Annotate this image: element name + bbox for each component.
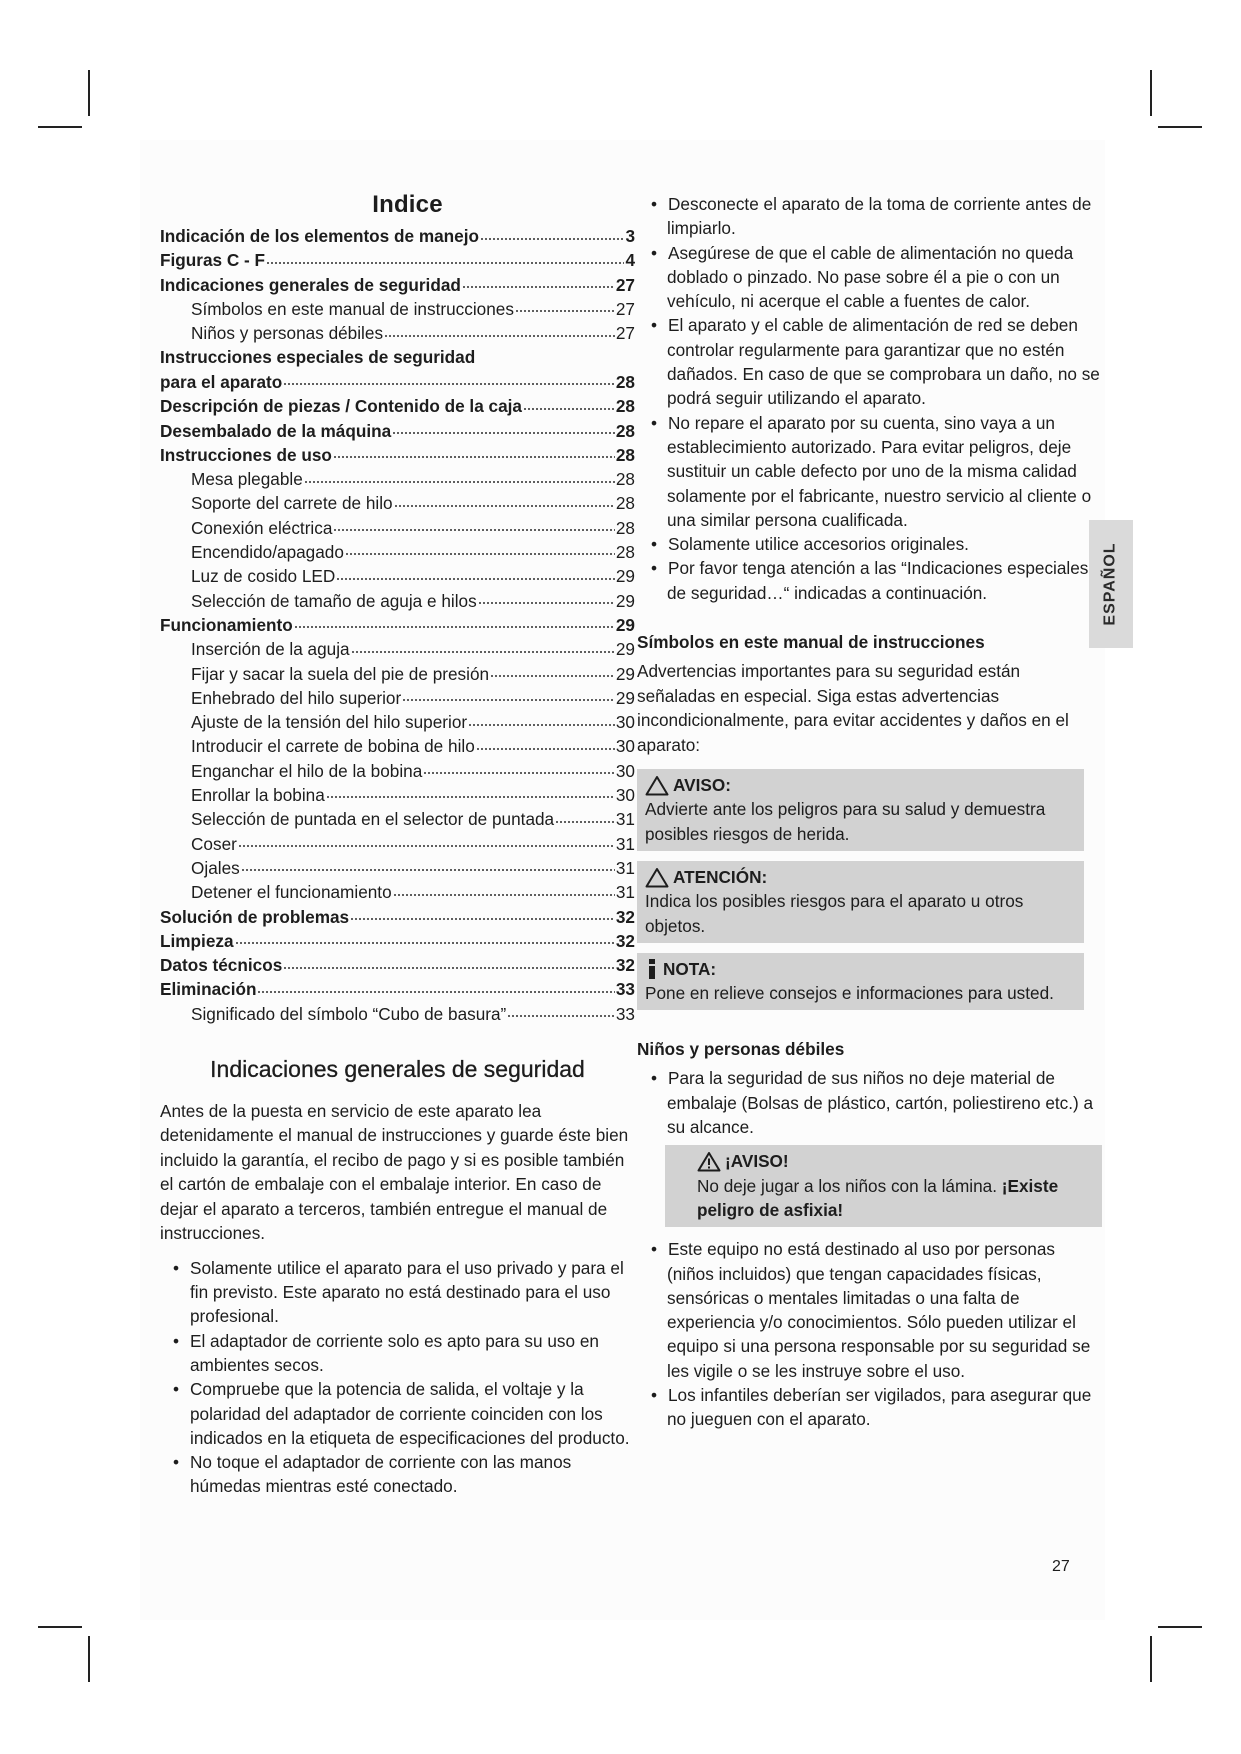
toc-entry (160, 735, 635, 759)
crop-mark-tl-h (38, 126, 82, 128)
toc-entry-page: 29 (615, 639, 635, 660)
toc-entry (160, 346, 635, 370)
toc-entry (160, 881, 635, 905)
general-safety-intro: Antes de la puesta en servicio de este aparato lea detenidamente el manual de instrucciones y guarde éste bien incluido la garantía, el recibo de pago y si es posible también el cartón de embalaje con el embalaje interior. En caso de dejar el aparato a terceros, también entregue el manual de instrucciones. (160, 1100, 629, 1244)
aviso-text: Advierte ante los peligros para su salud y demuestra posibles riesgos de herida. (645, 799, 1046, 844)
toc-entry-page: 33 (615, 979, 635, 1000)
toc-dot-leader (294, 614, 615, 631)
toc-dot-leader (507, 1003, 615, 1020)
toc-entry-label: Limpieza (160, 930, 234, 951)
toc-dot-leader (392, 419, 615, 436)
safety-list-continued (637, 192, 1100, 605)
toc-entry (160, 978, 635, 1002)
toc-dot-leader (304, 468, 615, 485)
children-warning-text: No deje jugar a los niños con la lámina. (697, 1175, 1002, 1196)
toc-entry (160, 419, 635, 443)
list-item: • Solamente utilice accesorios originales. (637, 532, 1100, 556)
toc-entry-page: 29 (615, 614, 635, 635)
toc-entry (160, 711, 635, 735)
list-item: • No repare el aparato por su cuenta, sino vaya a un establecimiento autorizado. Para evitar peligros, deje sustituir un cable defecto por uno de la misma calidad solamente por el fabricante, nuestro servicio al cliente o una similar persona cualificada. (637, 411, 1100, 532)
toc-dot-leader (515, 298, 615, 315)
toc-entry (160, 784, 635, 808)
toc-entry (160, 760, 635, 784)
toc-entry-page: 28 (615, 444, 635, 465)
toc-entry (160, 1003, 635, 1027)
toc-entry-page: 33 (615, 1003, 635, 1024)
toc-entry-page: 30 (615, 760, 635, 781)
toc-entry-page: 32 (615, 955, 635, 976)
toc-entry (160, 468, 635, 492)
toc-entry (160, 930, 635, 954)
index-title: Indice (372, 191, 443, 218)
list-item: • No toque el adaptador de corriente con las manos húmedas mientras esté conectado. (160, 1450, 635, 1499)
toc-entry (160, 322, 635, 346)
crop-mark-tl-v (88, 70, 90, 116)
toc-entry-label: Mesa plegable (191, 469, 303, 490)
toc-entry-page: 28 (615, 371, 635, 392)
nota-title: NOTA: (663, 958, 717, 979)
toc-dot-leader (351, 638, 615, 655)
list-item: • Los infantiles deberían ser vigilados, para asegurar que no jueguen con el aparato. (637, 1383, 1100, 1432)
toc-entry-label: Instrucciones especiales de seguridad (160, 347, 476, 368)
toc-entry-page: 30 (615, 736, 635, 757)
toc-entry-label: Conexión eléctrica (191, 517, 333, 538)
list-item: • El adaptador de corriente solo es apto para su uso en ambientes secos. (160, 1329, 635, 1378)
general-safety-list (160, 1256, 635, 1499)
toc-entry-page: 28 (615, 493, 635, 514)
toc-entry (160, 614, 635, 638)
caution-triangle-icon (645, 867, 669, 888)
toc-entry-page: 31 (615, 809, 635, 830)
nota-text: Pone en relieve consejos e informaciones para usted. (645, 983, 1054, 1004)
toc-dot-leader (336, 565, 615, 582)
toc-entry-label: Introducir el carrete de bobina de hilo (191, 736, 475, 757)
toc-dot-leader (468, 711, 615, 728)
toc-entry-label: Funcionamiento (160, 614, 293, 635)
toc-entry (160, 274, 635, 298)
toc-entry-page: 30 (615, 785, 635, 806)
symbols-intro: Advertencias importantes para su seguridad están señaladas en especial. Siga estas advertencias incondicionalmente, para evitar accidentes y daños en el aparato: (637, 661, 1069, 755)
toc-entry-label: Encendido/apagado (191, 542, 344, 563)
toc-entry (160, 808, 635, 832)
list-item: • Compruebe que la potencia de salida, el voltaje y la polaridad del adaptador de corriente coinciden con los indicados en la etiqueta de especificaciones del producto. (160, 1377, 635, 1450)
list-item: • Solamente utilice el aparato para el uso privado y para el fin previsto. Este aparato no está destinado para el uso profesional. (160, 1256, 635, 1329)
toc-entry-label: Niños y personas débiles (191, 323, 384, 344)
toc-entry (160, 662, 635, 686)
toc-entry-page: 31 (615, 882, 635, 903)
toc-entry-label: Coser (191, 833, 237, 854)
toc-dot-leader (462, 274, 615, 291)
atencion-title: ATENCIÓN: (673, 866, 768, 887)
toc-entry (160, 371, 635, 395)
toc-entry-page: 4 (625, 250, 635, 271)
toc-dot-leader (326, 784, 615, 801)
toc-entry-label: Significado del símbolo “Cubo de basura” (191, 1003, 507, 1024)
toc-entry-label: Detener el funcionamiento (191, 882, 392, 903)
toc-entry-label: Eliminación (160, 979, 257, 1000)
toc-dot-leader (478, 589, 615, 606)
toc-entry (160, 444, 635, 468)
crop-mark-tr-v (1150, 70, 1152, 116)
toc-entry (160, 954, 635, 978)
toc-entry-page: 30 (615, 712, 635, 733)
toc-entry (160, 298, 635, 322)
toc-entry-label: Figuras C - F (160, 250, 266, 271)
list-item: • Para la seguridad de sus niños no deje material de embalaje (Bolsas de plástico, cartón, poliestireno etc.) a su alcance. (637, 1066, 1100, 1139)
toc-dot-leader (266, 249, 624, 266)
toc-dot-leader (238, 832, 615, 849)
toc-entry-label: Soporte del carrete de hilo (191, 493, 393, 514)
toc-entry (160, 395, 635, 419)
warning-triangle-icon (645, 775, 669, 796)
toc-entry-page: 31 (615, 857, 635, 878)
toc-entry (160, 857, 635, 881)
children-list-continued (637, 1237, 1100, 1431)
language-tab-label: ESPAÑOL (1102, 542, 1119, 626)
crop-mark-bl-v (88, 1636, 90, 1682)
toc-entry-label: Descripción de piezas / Contenido de la caja (160, 396, 522, 417)
toc-entry (160, 225, 635, 249)
toc-entry (160, 517, 635, 541)
crop-mark-br-v (1150, 1636, 1152, 1682)
children-warning-title: ¡AVISO! (725, 1151, 789, 1172)
toc-dot-leader (283, 371, 615, 388)
toc-entry-page: 31 (615, 833, 635, 854)
toc-dot-leader (476, 735, 615, 752)
toc-entry-label: Selección de puntada en el selector de puntada (191, 809, 555, 830)
toc-entry-label: para el aparato (160, 371, 283, 392)
children-warning-callout (665, 1145, 1102, 1227)
aviso-title: AVISO: (673, 775, 731, 796)
list-item: • Este equipo no está destinado al uso por personas (niños incluidos) que tengan capacidades físicas, sensóricas o mentales limitadas o una falta de experiencia y/o conocimientos. Sólo pueden utilizar el equipo si una persona responsable por su seguridad se les vigile o se les instruye sobre el uso. (637, 1237, 1100, 1383)
toc-entry-page: 29 (615, 566, 635, 587)
language-tab (1089, 520, 1133, 648)
list-item: • Por favor tenga atención a las “Indicaciones especiales de seguridad…“ indicadas a continuación. (637, 556, 1100, 605)
toc-entry (160, 687, 635, 711)
left-column (160, 190, 635, 1499)
toc-entry-label: Inserción de la aguja (191, 639, 350, 660)
crop-mark-tr-h (1158, 126, 1202, 128)
toc-entry-page: 3 (625, 226, 635, 247)
toc-dot-leader (241, 857, 615, 874)
toc-entry-label: Símbolos en este manual de instrucciones (191, 299, 514, 320)
toc-entry-page: 32 (615, 930, 635, 951)
toc-entry-label: Fijar y sacar la suela del pie de presión (191, 663, 490, 684)
toc-entry-label: Instrucciones de uso (160, 444, 332, 465)
toc-entry-page: 28 (615, 469, 635, 490)
symbols-heading: Símbolos en este manual de instrucciones (637, 632, 985, 653)
toc-entry-label: Desembalado de la máquina (160, 420, 392, 441)
general-safety-heading: Indicaciones generales de seguridad (210, 1055, 585, 1082)
toc-dot-leader (257, 978, 614, 995)
toc-entry-page: 27 (615, 274, 635, 295)
crop-mark-bl-h (38, 1626, 82, 1628)
toc-dot-leader (333, 517, 614, 534)
info-icon (645, 959, 659, 979)
atencion-callout (637, 861, 1084, 943)
children-warning-emphasis: ¡Existe peligro de asfixia! (697, 1175, 1059, 1220)
toc-entry (160, 249, 635, 273)
toc-dot-leader (490, 662, 615, 679)
list-item: • El aparato y el cable de alimentación de red se deben controlar regularmente para garantizar que no estén dañados. En caso de que se comprobara un daño, no se podrá seguir utilizando el aparato. (637, 313, 1100, 410)
toc-entry-page: 29 (615, 687, 635, 708)
warning-exclamation-icon (697, 1151, 721, 1172)
toc-entry-page: 29 (615, 590, 635, 611)
page-number: 27 (1052, 1558, 1070, 1575)
toc-entry (160, 589, 635, 613)
nota-callout (637, 953, 1084, 1011)
toc-entry-page: 28 (615, 396, 635, 417)
toc-entry (160, 565, 635, 589)
toc-dot-leader (480, 225, 624, 242)
toc-entry-label: Ajuste de la tensión del hilo superior (191, 712, 468, 733)
toc-entry-label: Ojales (191, 857, 240, 878)
toc-dot-leader (523, 395, 615, 412)
toc-dot-leader (283, 954, 615, 971)
toc-dot-leader (555, 808, 615, 825)
toc-entry-label: Indicación de los elementos de manejo (160, 226, 480, 247)
list-item: • Asegúrese de que el cable de alimentación no queda doblado o pinzado. No pase sobre él a pie o con un vehículo, ni acerque el cable a fuentes de calor. (637, 241, 1100, 314)
children-list (637, 1066, 1100, 1139)
toc-entry-label: Enganchar el hilo de la bobina (191, 760, 423, 781)
toc-entry-page: 27 (615, 323, 635, 344)
toc-dot-leader (345, 541, 615, 558)
toc-entry-page: 29 (615, 663, 635, 684)
toc-entry-label: Enhebrado del hilo superior (191, 687, 402, 708)
toc-dot-leader (235, 930, 615, 947)
toc-entry-label: Luz de cosido LED (191, 566, 336, 587)
toc-entry-page: 27 (615, 299, 635, 320)
right-column (637, 192, 1100, 1432)
toc-dot-leader (423, 760, 615, 777)
toc-entry-label: Selección de tamaño de aguja e hilos (191, 590, 477, 611)
toc-entry (160, 905, 635, 929)
children-warning-body (697, 1174, 1094, 1223)
toc-entry-page: 32 (615, 906, 635, 927)
toc-entry (160, 541, 635, 565)
toc-entry-label: Indicaciones generales de seguridad (160, 274, 461, 295)
children-heading: Niños y personas débiles (637, 1039, 845, 1060)
toc-entry-label: Solución de problemas (160, 906, 350, 927)
toc-entry (160, 638, 635, 662)
toc-dot-leader (402, 687, 615, 704)
aviso-callout (637, 769, 1084, 851)
atencion-text: Indica los posibles riesgos para el aparato u otros objetos. (645, 891, 1024, 936)
toc-entry-label: Enrollar la bobina (191, 785, 325, 806)
toc-entry-page: 28 (615, 420, 635, 441)
toc-dot-leader (384, 322, 615, 339)
toc-dot-leader (333, 444, 615, 461)
table-of-contents (160, 225, 635, 1027)
toc-dot-leader (350, 905, 615, 922)
toc-entry-page: 28 (615, 517, 635, 538)
toc-entry-label: Datos técnicos (160, 955, 283, 976)
toc-entry (160, 832, 635, 856)
toc-entry-page: 28 (615, 542, 635, 563)
toc-entry (160, 492, 635, 516)
toc-dot-leader (393, 881, 615, 898)
list-item: • Desconecte el aparato de la toma de corriente antes de limpiarlo. (637, 192, 1100, 241)
toc-dot-leader (394, 492, 615, 509)
crop-mark-br-h (1158, 1626, 1202, 1628)
